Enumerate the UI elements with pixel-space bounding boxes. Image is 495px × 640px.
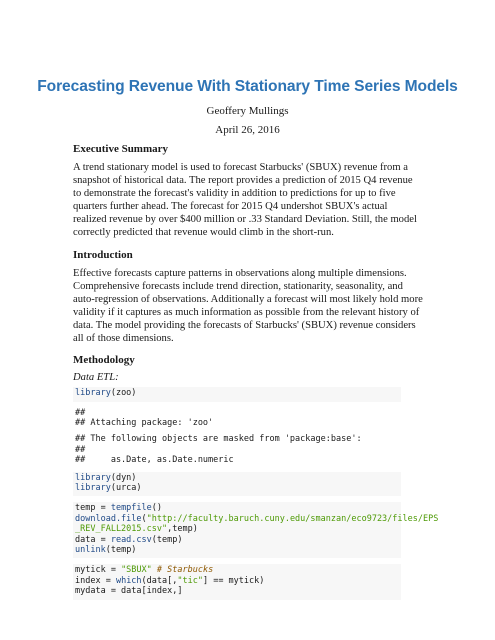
code-text: (dyn) bbox=[110, 472, 137, 483]
code-string: "http://faculty.baruch.cuny.edu/smanzan/eco9723/files/EPS _REV_FALL2015.csv" bbox=[75, 513, 439, 535]
publication-date: April 26, 2016 bbox=[215, 124, 280, 136]
code-function: download.file bbox=[75, 513, 142, 524]
heading-introduction: Introduction bbox=[73, 248, 133, 261]
introduction-text: Effective forecasts capture patterns in observations along multiple dimensions. Comprehensive forecasts include trend direction, stationarity, seasonality, and auto-regression of observations. Additionally a forecast will most likely hold more validity if it captures as much information as possible from the relevant history of data. The model providing the forecasts of Starbucks' (SBUX) revenue considers all of those dimensions. bbox=[73, 267, 423, 345]
subheading-data-etl: Data ETL: bbox=[73, 372, 119, 384]
code-text: () bbox=[151, 503, 163, 514]
code-block-libraries bbox=[73, 472, 401, 497]
code-function: which bbox=[115, 575, 142, 586]
code-text: data = bbox=[75, 534, 111, 545]
code-text: mytick = bbox=[75, 565, 122, 576]
code-text: (temp) bbox=[151, 534, 183, 545]
code-text: ] == mytick) bbox=[202, 575, 265, 586]
code-text: index = bbox=[75, 575, 116, 586]
output-masked-objects: ## The following objects are masked from 'package:base': ## ## as.Date, as.Date.numeric bbox=[75, 434, 362, 466]
code-function: library bbox=[75, 482, 111, 493]
code-function: library bbox=[75, 472, 111, 483]
code-text: mydata = data[index,] bbox=[75, 586, 183, 597]
code-text: (data[, bbox=[141, 575, 178, 586]
code-text: (urca) bbox=[110, 482, 142, 493]
code-function: read.csv bbox=[110, 534, 152, 545]
code-text: ,temp) bbox=[167, 524, 198, 535]
code-function: unlink bbox=[75, 545, 106, 555]
paper-body bbox=[73, 143, 439, 606]
executive-summary-text: A trend stationary model is used to forecast Starbucks' (SBUX) revenue from a snapshot of historical data. The report provides a prediction of 2015 Q4 revenue to demonstrate the forecast's validity in addition to predictions for up to five quarters further ahead. The forecast for 2015 Q4 undershot SBUX's actual realized revenue by over $400 million or .33 Standard Deviation. Still, the model correctly predicted that revenue would climb in the short-run. bbox=[73, 162, 417, 239]
code-comment: # Starbucks bbox=[151, 565, 214, 576]
code-text: ( bbox=[141, 513, 147, 524]
code-string: "tic" bbox=[177, 575, 203, 586]
author-name: Geoffery Mullings bbox=[206, 105, 289, 117]
code-text: (temp) bbox=[105, 545, 137, 555]
code-function: library bbox=[75, 388, 111, 399]
code-string: "SBUX" bbox=[121, 565, 152, 576]
heading-methodology: Methodology bbox=[73, 354, 135, 367]
output-attaching-package: ## ## Attaching package: 'zoo' bbox=[75, 407, 214, 428]
code-block-select-ticker bbox=[73, 564, 401, 599]
paper-title: Forecasting Revenue With Stationary Time Series Models bbox=[37, 78, 458, 95]
code-function: tempfile bbox=[110, 503, 152, 514]
heading-executive-summary: Executive Summary bbox=[73, 143, 169, 155]
code-block-library-zoo bbox=[73, 387, 401, 401]
code-text: temp = bbox=[75, 503, 111, 514]
code-block-download bbox=[73, 502, 439, 558]
code-text: (zoo) bbox=[110, 388, 137, 399]
